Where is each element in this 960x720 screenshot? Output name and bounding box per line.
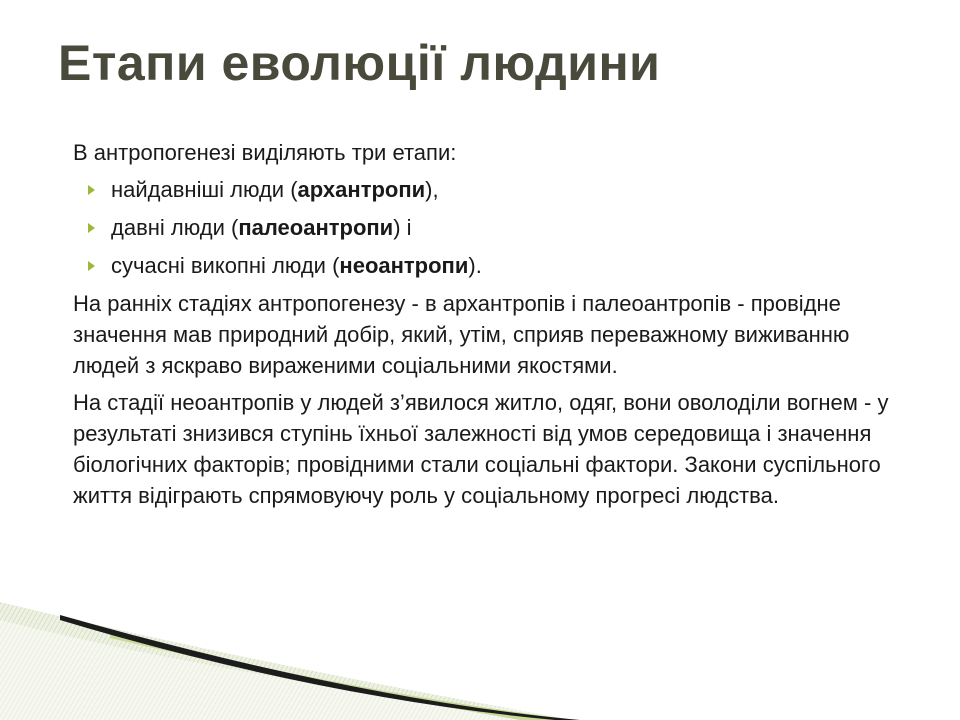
- decorative-corner-swoosh: [0, 580, 960, 720]
- stage-item-prefix: найдавніші люди (: [111, 177, 298, 202]
- triangle-bullet-icon: [88, 261, 95, 271]
- paragraph-early-stages: На ранніх стадіях антропогенезу - в архантропів і палеоантропів - провідне значення мав природний добір, який, утім, сприяв переважному виживанню людей з яскраво вираженими соціальними якостями.: [73, 291, 850, 378]
- stage-item-prefix: сучасні викопні люди (: [111, 253, 340, 278]
- stage-item-paleoanthropes: [73, 212, 893, 243]
- paragraph-neoanthropes: На стадії неоантропів у людей з’явилося житло, одяг, вони оволоділи вогнем - у результаті знизився ступінь їхньої залежності від умов середовища і значення біологічних факторів; провідними стали соціальні фактори. Закони суспільного життя відіграють спрямовуючу роль у соціальному прогресі людства.: [73, 390, 889, 508]
- slide-content: [73, 137, 893, 517]
- stage-item-archanthropes: [73, 174, 893, 205]
- stages-list: [73, 174, 893, 281]
- stage-item-neoanthropes: [73, 250, 893, 281]
- stage-item-term: палеоантропи: [238, 215, 394, 240]
- triangle-bullet-icon: [88, 223, 95, 233]
- stage-item-term: неоантропи: [339, 253, 469, 278]
- intro-text: В антропогенезі виділяють три етапи:: [73, 140, 457, 165]
- stage-item-prefix: давні люди (: [111, 215, 239, 240]
- triangle-bullet-icon: [88, 185, 95, 195]
- stage-item-suffix: ).: [468, 253, 482, 278]
- stage-item-term: архантропи: [297, 177, 426, 202]
- stage-item-suffix: ),: [425, 177, 439, 202]
- slide-title: Етапи еволюції людини: [58, 35, 661, 91]
- stage-item-suffix: ) і: [393, 215, 412, 240]
